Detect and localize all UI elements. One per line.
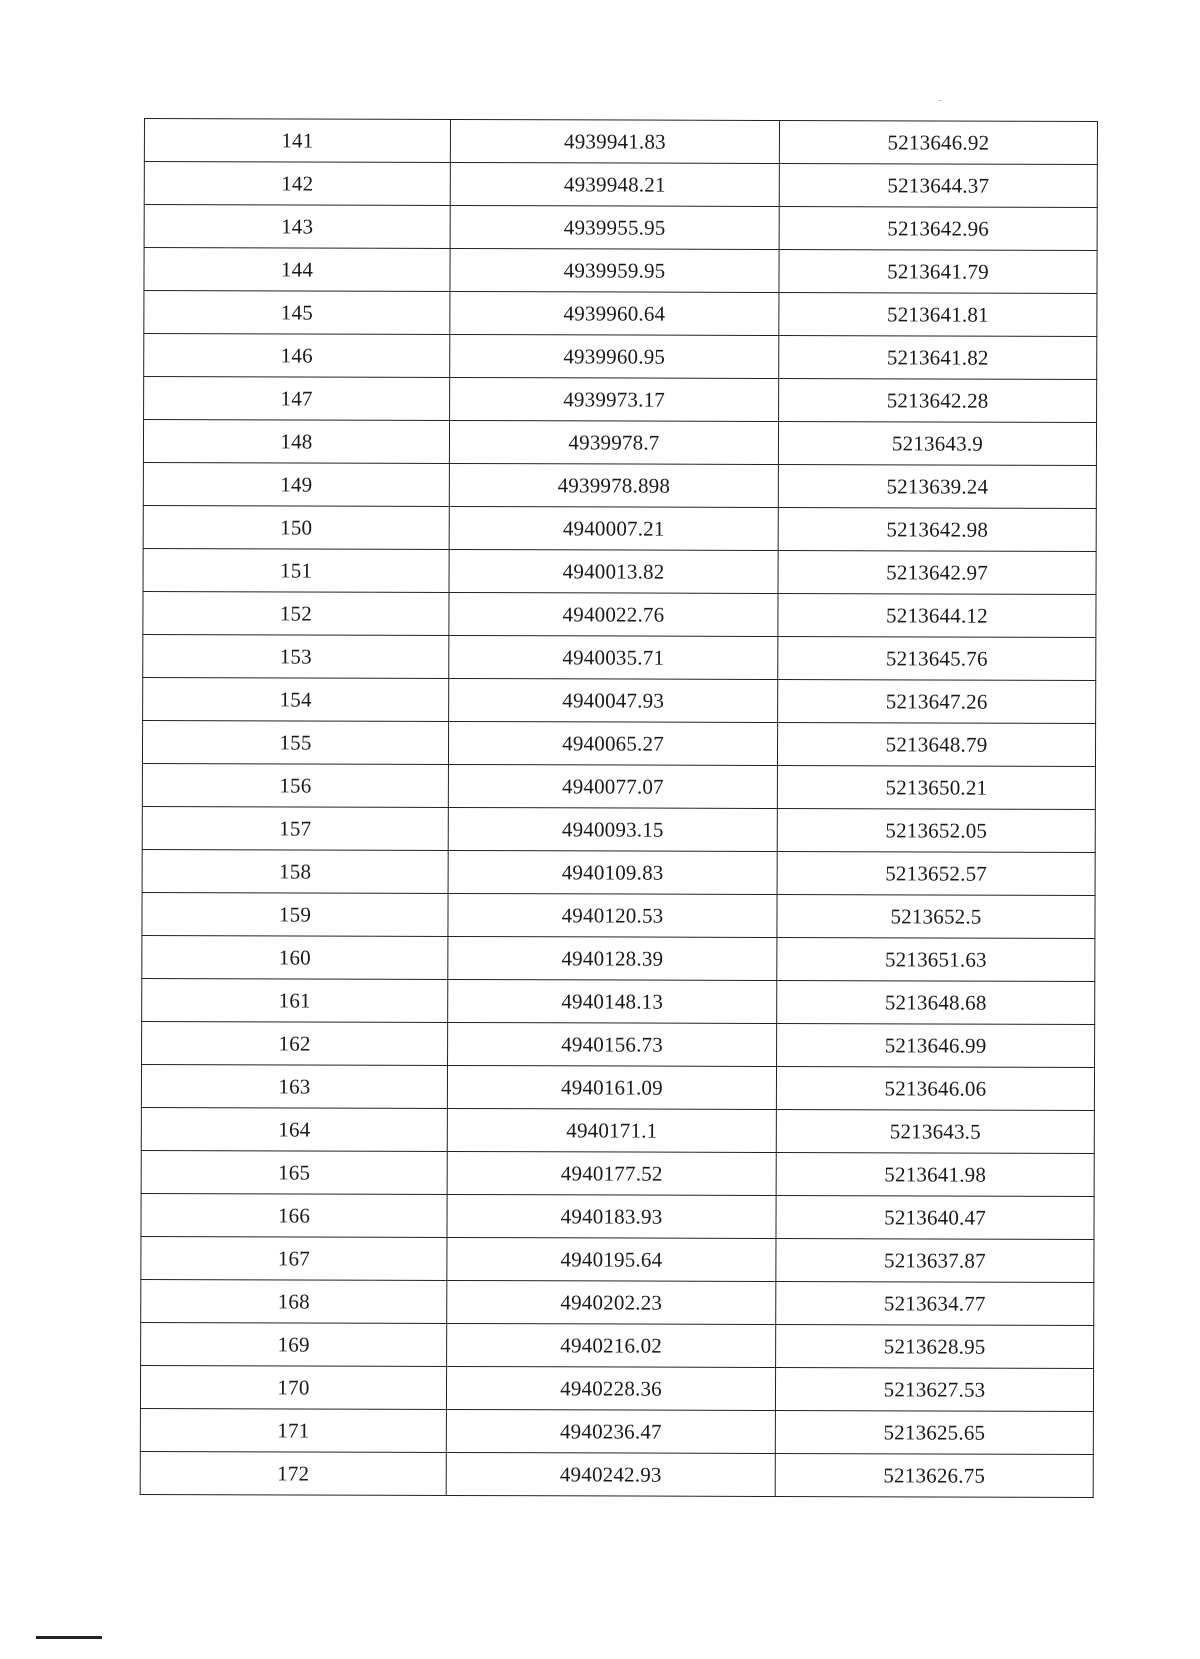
point-number-cell: 162	[142, 1021, 448, 1065]
y-coordinate-cell: 5213640.47	[776, 1195, 1094, 1239]
scan-speck	[938, 100, 942, 101]
y-coordinate-cell: 5213646.92	[779, 120, 1097, 164]
y-coordinate-cell: 5213644.12	[778, 593, 1096, 637]
y-coordinate-cell: 5213646.06	[776, 1066, 1094, 1110]
x-coordinate-cell: 4940065.27	[448, 721, 777, 765]
x-coordinate-cell: 4940047.93	[449, 678, 778, 722]
x-coordinate-cell: 4940022.76	[449, 592, 778, 636]
footer-rule	[36, 1636, 102, 1639]
y-coordinate-cell: 5213643.5	[776, 1109, 1094, 1153]
x-coordinate-cell: 4940128.39	[448, 936, 777, 980]
table-row	[143, 548, 1096, 594]
y-coordinate-cell: 5213628.95	[776, 1324, 1094, 1368]
table-row	[141, 1193, 1094, 1239]
point-number-cell: 142	[144, 162, 450, 206]
point-number-cell: 167	[141, 1236, 447, 1280]
point-number-cell: 156	[142, 763, 448, 807]
table-row	[141, 1064, 1094, 1110]
point-number-cell: 154	[143, 677, 449, 721]
point-number-cell: 148	[143, 420, 449, 464]
y-coordinate-cell: 5213641.98	[776, 1152, 1094, 1196]
point-number-cell: 161	[142, 978, 448, 1022]
x-coordinate-cell: 4940161.09	[447, 1065, 776, 1109]
table-row	[142, 806, 1095, 852]
table-row	[140, 1408, 1093, 1454]
x-coordinate-cell: 4940236.47	[446, 1409, 775, 1453]
y-coordinate-cell: 5213641.79	[779, 249, 1097, 293]
coordinate-table-body	[140, 119, 1097, 1498]
table-row	[141, 1279, 1094, 1325]
y-coordinate-cell: 5213648.68	[777, 980, 1095, 1024]
y-coordinate-cell: 5213626.75	[775, 1453, 1093, 1497]
y-coordinate-cell: 5213637.87	[776, 1238, 1094, 1282]
x-coordinate-cell: 4940035.71	[449, 635, 778, 679]
table-row	[141, 1322, 1094, 1368]
table-row	[144, 291, 1097, 337]
y-coordinate-cell: 5213652.5	[777, 894, 1095, 938]
x-coordinate-cell: 4939948.21	[450, 162, 779, 206]
table-row	[144, 377, 1097, 423]
table-row	[143, 634, 1096, 680]
y-coordinate-cell: 5213652.57	[777, 851, 1095, 895]
point-number-cell: 145	[144, 291, 450, 335]
table-row	[144, 205, 1097, 251]
point-number-cell: 143	[144, 205, 450, 249]
x-coordinate-cell: 4940148.13	[448, 979, 777, 1023]
y-coordinate-cell: 5213650.21	[777, 765, 1095, 809]
x-coordinate-cell: 4940077.07	[448, 764, 777, 808]
point-number-cell: 150	[143, 505, 449, 549]
y-coordinate-cell: 5213647.26	[778, 679, 1096, 723]
x-coordinate-cell: 4940242.93	[446, 1452, 775, 1496]
table-row	[144, 119, 1097, 165]
point-number-cell: 170	[140, 1365, 446, 1409]
table-row	[142, 1021, 1095, 1067]
x-coordinate-cell: 4940177.52	[447, 1151, 776, 1195]
y-coordinate-cell: 5213642.28	[779, 378, 1097, 422]
table-row	[140, 1451, 1093, 1497]
x-coordinate-cell: 4939978.898	[449, 463, 778, 507]
point-number-cell: 166	[141, 1193, 447, 1237]
table-row	[143, 591, 1096, 637]
table-row	[142, 763, 1095, 809]
y-coordinate-cell: 5213641.82	[779, 335, 1097, 379]
point-number-cell: 153	[143, 634, 449, 678]
point-number-cell: 158	[142, 849, 448, 893]
table-row	[142, 935, 1095, 981]
x-coordinate-cell: 4940202.23	[447, 1280, 776, 1324]
table-row	[143, 462, 1096, 508]
point-number-cell: 163	[141, 1064, 447, 1108]
table-row	[142, 720, 1095, 766]
point-number-cell: 152	[143, 591, 449, 635]
table-row	[142, 978, 1095, 1024]
x-coordinate-cell: 4940109.83	[448, 850, 777, 894]
x-coordinate-cell: 4939973.17	[450, 377, 779, 421]
x-coordinate-cell: 4940171.1	[447, 1108, 776, 1152]
y-coordinate-cell: 5213641.81	[779, 292, 1097, 336]
y-coordinate-cell: 5213652.05	[777, 808, 1095, 852]
point-number-cell: 165	[141, 1150, 447, 1194]
y-coordinate-cell: 5213639.24	[778, 464, 1096, 508]
x-coordinate-cell: 4939960.64	[450, 291, 779, 335]
table-row	[143, 677, 1096, 723]
point-number-cell: 171	[140, 1408, 446, 1452]
table-row	[142, 892, 1095, 938]
y-coordinate-cell: 5213634.77	[776, 1281, 1094, 1325]
x-coordinate-cell: 4939955.95	[450, 205, 779, 249]
table-row	[143, 505, 1096, 551]
point-number-cell: 155	[142, 720, 448, 764]
point-number-cell: 160	[142, 935, 448, 979]
x-coordinate-cell: 4940183.93	[447, 1194, 776, 1238]
x-coordinate-cell: 4940007.21	[449, 506, 778, 550]
table-row	[141, 1236, 1094, 1282]
x-coordinate-cell: 4940093.15	[448, 807, 777, 851]
x-coordinate-cell: 4940228.36	[446, 1366, 775, 1410]
table-row	[144, 162, 1097, 208]
x-coordinate-cell: 4939959.95	[450, 248, 779, 292]
point-number-cell: 151	[143, 548, 449, 592]
table-row	[142, 849, 1095, 895]
x-coordinate-cell: 4940195.64	[447, 1237, 776, 1281]
coordinate-table	[140, 118, 1098, 1498]
x-coordinate-cell: 4939978.7	[449, 420, 778, 464]
x-coordinate-cell: 4939960.95	[450, 334, 779, 378]
y-coordinate-cell: 5213642.96	[779, 206, 1097, 250]
x-coordinate-cell: 4940120.53	[448, 893, 777, 937]
x-coordinate-cell: 4940216.02	[447, 1323, 776, 1367]
x-coordinate-cell: 4940013.82	[449, 549, 778, 593]
point-number-cell: 141	[144, 119, 450, 163]
y-coordinate-cell: 5213651.63	[777, 937, 1095, 981]
y-coordinate-cell: 5213645.76	[778, 636, 1096, 680]
x-coordinate-cell: 4940156.73	[448, 1022, 777, 1066]
point-number-cell: 147	[144, 377, 450, 421]
y-coordinate-cell: 5213644.37	[779, 163, 1097, 207]
table-row	[144, 334, 1097, 380]
point-number-cell: 169	[141, 1322, 447, 1366]
y-coordinate-cell: 5213625.65	[775, 1410, 1093, 1454]
table-row	[143, 420, 1096, 466]
y-coordinate-cell: 5213642.97	[778, 550, 1096, 594]
point-number-cell: 146	[144, 334, 450, 378]
point-number-cell: 168	[141, 1279, 447, 1323]
point-number-cell: 159	[142, 892, 448, 936]
point-number-cell: 164	[141, 1107, 447, 1151]
table-row	[141, 1150, 1094, 1196]
y-coordinate-cell: 5213646.99	[777, 1023, 1095, 1067]
table-row	[144, 248, 1097, 294]
y-coordinate-cell: 5213627.53	[775, 1367, 1093, 1411]
y-coordinate-cell: 5213648.79	[777, 722, 1095, 766]
y-coordinate-cell: 5213642.98	[778, 507, 1096, 551]
table-row	[141, 1107, 1094, 1153]
point-number-cell: 157	[142, 806, 448, 850]
point-number-cell: 172	[140, 1451, 446, 1495]
point-number-cell: 149	[143, 462, 449, 506]
table-row	[140, 1365, 1093, 1411]
x-coordinate-cell: 4939941.83	[450, 119, 779, 163]
point-number-cell: 144	[144, 248, 450, 292]
y-coordinate-cell: 5213643.9	[778, 421, 1096, 465]
